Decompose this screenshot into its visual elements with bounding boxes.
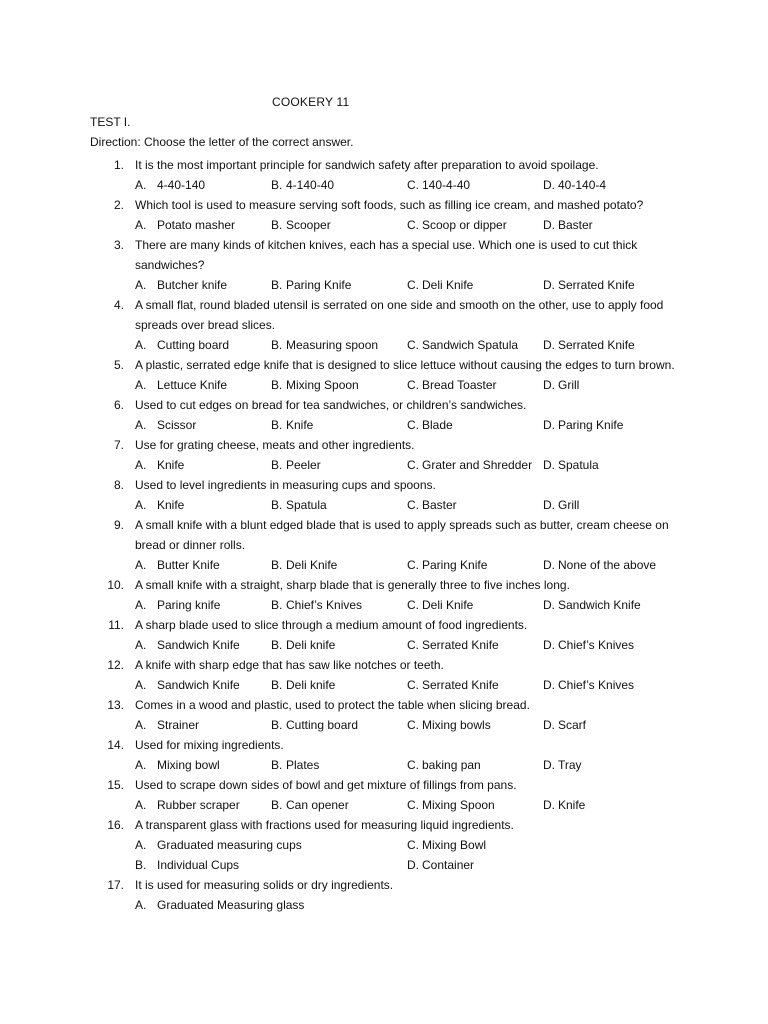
question-text: A small knife with a blunt edged blade that is used to apply spreads such as butter, cream cheese on bread or dinner rolls.	[135, 518, 669, 552]
choice-row	[135, 455, 690, 475]
choice-text: Tray	[558, 758, 582, 772]
answer-choice[interactable]	[271, 275, 407, 295]
choice-letter: A.	[135, 458, 147, 472]
choice-letter: A.	[135, 338, 147, 352]
question-text: A small knife with a straight, sharp blade that is generally three to five inches long.	[135, 578, 570, 592]
choice-letter: C.	[407, 458, 419, 472]
choice-text: Potato masher	[157, 218, 236, 232]
question-number: 8.	[113, 478, 124, 492]
answer-choice[interactable]	[407, 855, 543, 875]
answer-choice[interactable]	[407, 595, 543, 615]
answer-choice[interactable]	[135, 595, 271, 615]
choice-text: Mixing bowls	[422, 718, 491, 732]
choice-text: 40-140-4	[558, 178, 607, 192]
choice-letter: B.	[271, 558, 283, 572]
question-item	[90, 875, 690, 915]
question-number: 16.	[107, 818, 124, 832]
choice-row	[135, 415, 690, 435]
choice-text: Butter Knife	[157, 558, 220, 572]
choice-letter: D.	[543, 278, 555, 292]
choice-text: Grater and Shredder	[422, 458, 533, 472]
choice-letter: B.	[271, 678, 283, 692]
question-item	[90, 735, 690, 775]
question-number: 4.	[113, 298, 124, 312]
choice-text: Serrated Knife	[422, 638, 499, 652]
choice-letter: D.	[543, 378, 555, 392]
choice-row	[135, 635, 690, 655]
choice-text: Bread Toaster	[422, 378, 497, 392]
choice-row	[135, 755, 690, 775]
choice-letter: A.	[135, 178, 147, 192]
question-text: A transparent glass with fractions used for measuring liquid ingredients.	[135, 818, 514, 832]
choice-letter: C.	[407, 178, 419, 192]
question-item	[90, 155, 690, 195]
choice-row	[135, 495, 690, 515]
answer-choice[interactable]	[407, 455, 543, 475]
answer-choice[interactable]	[543, 175, 679, 195]
answer-choice[interactable]	[407, 275, 543, 295]
answer-choice[interactable]	[135, 175, 271, 195]
choice-row	[135, 595, 690, 615]
choice-text: Serrated Knife	[558, 338, 635, 352]
question-number: 5.	[113, 358, 124, 372]
answer-choice[interactable]	[271, 595, 407, 615]
answer-choice[interactable]	[271, 635, 407, 655]
answer-choice[interactable]	[135, 635, 271, 655]
question-text: It is used for measuring solids or dry ingredients.	[135, 878, 394, 892]
choice-letter: C.	[407, 598, 419, 612]
choice-row	[135, 335, 690, 355]
choice-row	[135, 795, 690, 815]
choice-letter: D.	[543, 598, 555, 612]
choice-row	[135, 715, 690, 735]
choice-text: Scarf	[558, 718, 587, 732]
answer-choice[interactable]	[271, 555, 407, 575]
question-number: 10.	[107, 578, 124, 592]
question-text: A small flat, round bladed utensil is serrated on one side and smooth on the other, use to apply food spreads over bread slices.	[135, 298, 664, 332]
question-number: 9.	[113, 518, 124, 532]
answer-choice[interactable]	[543, 795, 679, 815]
question-number: 14.	[107, 738, 124, 752]
question-number: 11.	[108, 618, 124, 632]
choice-text: Scoop or dipper	[422, 218, 507, 232]
choice-letter: B.	[271, 378, 283, 392]
choice-text: Can opener	[286, 798, 349, 812]
question-item	[90, 695, 690, 735]
question-number: 7.	[113, 438, 124, 452]
question-text: Which tool is used to measure serving soft foods, such as filling ice cream, and mashed potato?	[135, 198, 644, 212]
choice-letter: D.	[543, 718, 555, 732]
choice-letter: B.	[271, 758, 283, 772]
choice-text: Mixing Spoon	[422, 798, 495, 812]
answer-choice[interactable]	[407, 375, 543, 395]
choice-letter: D.	[543, 338, 555, 352]
choice-letter: D.	[543, 498, 555, 512]
choice-letter: B.	[271, 458, 283, 472]
choice-text: Baster	[422, 498, 457, 512]
choice-letter: A.	[135, 498, 147, 512]
choice-row	[135, 215, 690, 235]
choice-text: Sandwich Knife	[157, 638, 240, 652]
choice-letter: C.	[407, 278, 419, 292]
choice-text: Knife	[157, 498, 185, 512]
choice-letter: A.	[135, 638, 147, 652]
choice-text: Deli knife	[286, 638, 336, 652]
choice-text: Knife	[558, 798, 586, 812]
choice-text: Butcher knife	[157, 278, 228, 292]
question-item	[90, 815, 690, 875]
choice-letter: B.	[271, 498, 283, 512]
answer-choice[interactable]	[271, 795, 407, 815]
choice-letter: C.	[407, 338, 419, 352]
question-number: 2.	[113, 198, 124, 212]
question-item	[90, 235, 690, 295]
direction-text: Direction: Choose the letter of the correct answer.	[90, 135, 354, 149]
answer-choice[interactable]	[135, 835, 302, 855]
answer-choice[interactable]	[543, 595, 679, 615]
answer-choice[interactable]	[543, 755, 679, 775]
question-text: Used for mixing ingredients.	[135, 738, 284, 752]
choice-letter: A.	[135, 278, 147, 292]
choice-text: Spatula	[558, 458, 599, 472]
answer-choice[interactable]	[407, 215, 543, 235]
choice-letter: A.	[135, 418, 147, 432]
answer-choice[interactable]	[543, 715, 679, 735]
choice-letter: C.	[407, 798, 419, 812]
question-item	[90, 195, 690, 235]
question-number: 6.	[113, 398, 124, 412]
choice-text: Chief’s Knives	[286, 598, 363, 612]
question-item	[90, 655, 690, 695]
choice-letter: A.	[135, 718, 147, 732]
choice-text: Grill	[558, 378, 580, 392]
choice-text: Scissor	[157, 418, 197, 432]
choice-text: Serrated Knife	[558, 278, 635, 292]
question-item	[90, 355, 690, 395]
question-text: A knife with sharp edge that has saw like notches or teeth.	[135, 658, 444, 672]
choice-text: Chief’s Knives	[558, 678, 635, 692]
answer-choice[interactable]	[543, 675, 679, 695]
answer-choice[interactable]	[271, 215, 407, 235]
question-item	[90, 435, 690, 475]
answer-choice[interactable]	[271, 755, 407, 775]
choice-text: Mixing bowl	[157, 758, 220, 772]
choice-letter: D.	[543, 558, 555, 572]
choice-text: 4-140-40	[286, 178, 335, 192]
choice-text: Paring Knife	[286, 278, 352, 292]
choice-text: Cutting board	[157, 338, 230, 352]
choice-letter: B.	[271, 218, 283, 232]
answer-choice[interactable]	[543, 455, 679, 475]
answer-choice[interactable]	[271, 495, 407, 515]
choice-text: Deli Knife	[422, 598, 474, 612]
question-item	[90, 515, 690, 575]
answer-choice[interactable]	[543, 335, 679, 355]
choice-text: 4-40-140	[157, 178, 206, 192]
answer-choice[interactable]	[135, 675, 271, 695]
question-item	[90, 575, 690, 615]
choice-text: Graduated Measuring glass	[157, 898, 305, 912]
question-number: 1.	[113, 158, 124, 172]
choice-text: Peeler	[286, 458, 321, 472]
question-item	[90, 395, 690, 435]
answer-choice[interactable]	[135, 795, 271, 815]
choice-letter: B.	[271, 798, 283, 812]
question-text: Used to level ingredients in measuring cups and spoons.	[135, 478, 436, 492]
answer-choice[interactable]	[135, 275, 271, 295]
choice-letter: D.	[543, 638, 555, 652]
answer-choice[interactable]	[543, 555, 679, 575]
choice-letter: D.	[543, 178, 555, 192]
answer-choice[interactable]	[135, 895, 435, 915]
choice-text: None of the above	[558, 558, 657, 572]
answer-choice[interactable]	[407, 675, 543, 695]
choice-letter: A.	[135, 218, 147, 232]
answer-choice[interactable]	[271, 715, 407, 735]
choice-letter: C.	[407, 758, 419, 772]
choice-text: Spatula	[286, 498, 327, 512]
choice-text: Graduated measuring cups	[157, 838, 302, 852]
choice-text: Deli Knife	[286, 558, 338, 572]
choice-letter: C.	[407, 718, 419, 732]
answer-choice[interactable]	[407, 755, 543, 775]
answer-choice[interactable]	[543, 375, 679, 395]
answer-choice[interactable]	[135, 455, 271, 475]
choice-letter: A.	[135, 378, 147, 392]
choice-row	[135, 895, 690, 915]
question-text: Used to scrape down sides of bowl and get mixture of fillings from pans.	[135, 778, 517, 792]
answer-choice[interactable]	[543, 495, 679, 515]
choice-text: Knife	[286, 418, 314, 432]
choice-letter: B.	[271, 718, 283, 732]
answer-choice[interactable]	[543, 635, 679, 655]
answer-choice[interactable]	[135, 495, 271, 515]
choice-text: baking pan	[422, 758, 481, 772]
question-text: There are many kinds of kitchen knives, each has a special use. Which one is used to cut thick sandwiches?	[135, 238, 638, 272]
choice-text: Baster	[558, 218, 593, 232]
answer-choice[interactable]	[407, 795, 543, 815]
test-heading: TEST I.	[90, 115, 131, 129]
choice-text: 140-4-40	[422, 178, 471, 192]
choice-letter: C.	[407, 638, 419, 652]
answer-choice[interactable]	[407, 175, 543, 195]
answer-choice[interactable]	[271, 675, 407, 695]
choice-letter: B.	[271, 598, 283, 612]
answer-choice[interactable]	[407, 335, 543, 355]
choice-row	[135, 675, 690, 695]
choice-text: Deli Knife	[422, 278, 474, 292]
choice-text: Paring Knife	[422, 558, 488, 572]
choice-letter: D.	[543, 678, 555, 692]
choice-text: Rubber scraper	[157, 798, 240, 812]
choice-text: Paring knife	[157, 598, 221, 612]
choice-letter: A.	[135, 798, 147, 812]
choice-text: Grill	[558, 498, 580, 512]
choice-text: Measuring spoon	[286, 338, 379, 352]
answer-choice[interactable]	[543, 215, 679, 235]
choice-text: Paring Knife	[558, 418, 624, 432]
question-text: Use for grating cheese, meats and other ingredients.	[135, 438, 415, 452]
choice-text: Chief’s Knives	[558, 638, 635, 652]
question-number: 13.	[107, 698, 124, 712]
question-item	[90, 295, 690, 355]
choice-letter: C.	[407, 838, 419, 852]
answer-choice[interactable]	[407, 835, 543, 855]
choice-text: Cutting board	[286, 718, 359, 732]
choice-letter: B.	[271, 178, 283, 192]
answer-choice[interactable]	[271, 415, 407, 435]
choice-letter: C.	[407, 678, 419, 692]
choice-text: Scooper	[286, 218, 331, 232]
choice-letter: A.	[135, 558, 147, 572]
answer-choice[interactable]	[135, 415, 271, 435]
answer-choice[interactable]	[271, 455, 407, 475]
answer-choice[interactable]	[135, 215, 271, 235]
choice-letter: D.	[543, 458, 555, 472]
question-number: 12.	[107, 658, 124, 672]
choice-letter: B.	[135, 858, 147, 872]
answer-choice[interactable]	[407, 555, 543, 575]
choice-row	[135, 275, 690, 295]
question-text: Comes in a wood and plastic, used to protect the table when slicing bread.	[135, 698, 530, 712]
answer-choice[interactable]	[271, 335, 407, 355]
choice-letter: B.	[271, 278, 283, 292]
question-number: 3.	[113, 238, 124, 252]
choice-letter: C.	[407, 218, 419, 232]
answer-choice[interactable]	[135, 715, 271, 735]
answer-choice[interactable]	[135, 555, 271, 575]
choice-letter: C.	[407, 378, 419, 392]
choice-text: Plates	[286, 758, 320, 772]
choice-letter: C.	[407, 418, 419, 432]
choice-letter: B.	[271, 338, 283, 352]
choice-letter: D.	[407, 858, 419, 872]
choice-letter: A.	[135, 678, 147, 692]
choice-letter: A.	[135, 758, 147, 772]
answer-choice[interactable]	[135, 375, 271, 395]
choice-text: Sandwich Knife	[157, 678, 240, 692]
question-item	[90, 475, 690, 515]
answer-choice[interactable]	[135, 855, 271, 875]
answer-choice[interactable]	[407, 635, 543, 655]
question-text: It is the most important principle for sandwich safety after preparation to avoid spoilage.	[135, 158, 599, 172]
choice-text: Container	[422, 858, 475, 872]
question-text: A sharp blade used to slice through a medium amount of food ingredients.	[135, 618, 528, 632]
choice-row	[135, 555, 690, 575]
answer-choice[interactable]	[135, 335, 271, 355]
choice-letter: C.	[407, 558, 419, 572]
choice-text: Mixing Spoon	[286, 378, 359, 392]
choice-letter: D.	[543, 218, 555, 232]
choice-text: Lettuce Knife	[157, 378, 228, 392]
choice-text: Sandwich Knife	[558, 598, 641, 612]
choice-letter: B.	[271, 638, 283, 652]
choice-letter: A.	[135, 838, 147, 852]
page-title: COOKERY 11	[272, 95, 350, 109]
question-list	[90, 155, 690, 915]
choice-text: Blade	[422, 418, 453, 432]
question-number: 15.	[107, 778, 124, 792]
question-text: Used to cut edges on bread for tea sandwiches, or children’s sandwiches.	[135, 398, 527, 412]
answer-choice[interactable]	[407, 715, 543, 735]
choice-letter: A.	[135, 598, 147, 612]
choice-text: Sandwich Spatula	[422, 338, 519, 352]
choice-letter: D.	[543, 798, 555, 812]
choice-letter: B.	[271, 418, 283, 432]
question-item	[90, 775, 690, 815]
question-item	[90, 615, 690, 655]
choice-text: Mixing Bowl	[422, 838, 487, 852]
choice-text: Individual Cups	[157, 858, 240, 872]
choice-text: Deli knife	[286, 678, 336, 692]
choice-letter: D.	[543, 418, 555, 432]
choice-text: Serrated Knife	[422, 678, 499, 692]
answer-choice[interactable]	[407, 415, 543, 435]
choice-letter: C.	[407, 498, 419, 512]
answer-choice[interactable]	[271, 175, 407, 195]
choice-text: Knife	[157, 458, 185, 472]
choice-letter: A.	[135, 898, 147, 912]
answer-choice[interactable]	[407, 495, 543, 515]
answer-choice[interactable]	[543, 415, 679, 435]
answer-choice[interactable]	[543, 275, 679, 295]
choice-grid	[135, 835, 690, 875]
question-number: 17.	[107, 878, 124, 892]
choice-row	[135, 375, 690, 395]
choice-row	[135, 175, 690, 195]
question-text: A plastic, serrated edge knife that is designed to slice lettuce without causing the edges to turn brown.	[135, 358, 675, 372]
answer-choice[interactable]	[271, 375, 407, 395]
choice-text: Strainer	[157, 718, 200, 732]
answer-choice[interactable]	[135, 755, 271, 775]
choice-letter: D.	[543, 758, 555, 772]
